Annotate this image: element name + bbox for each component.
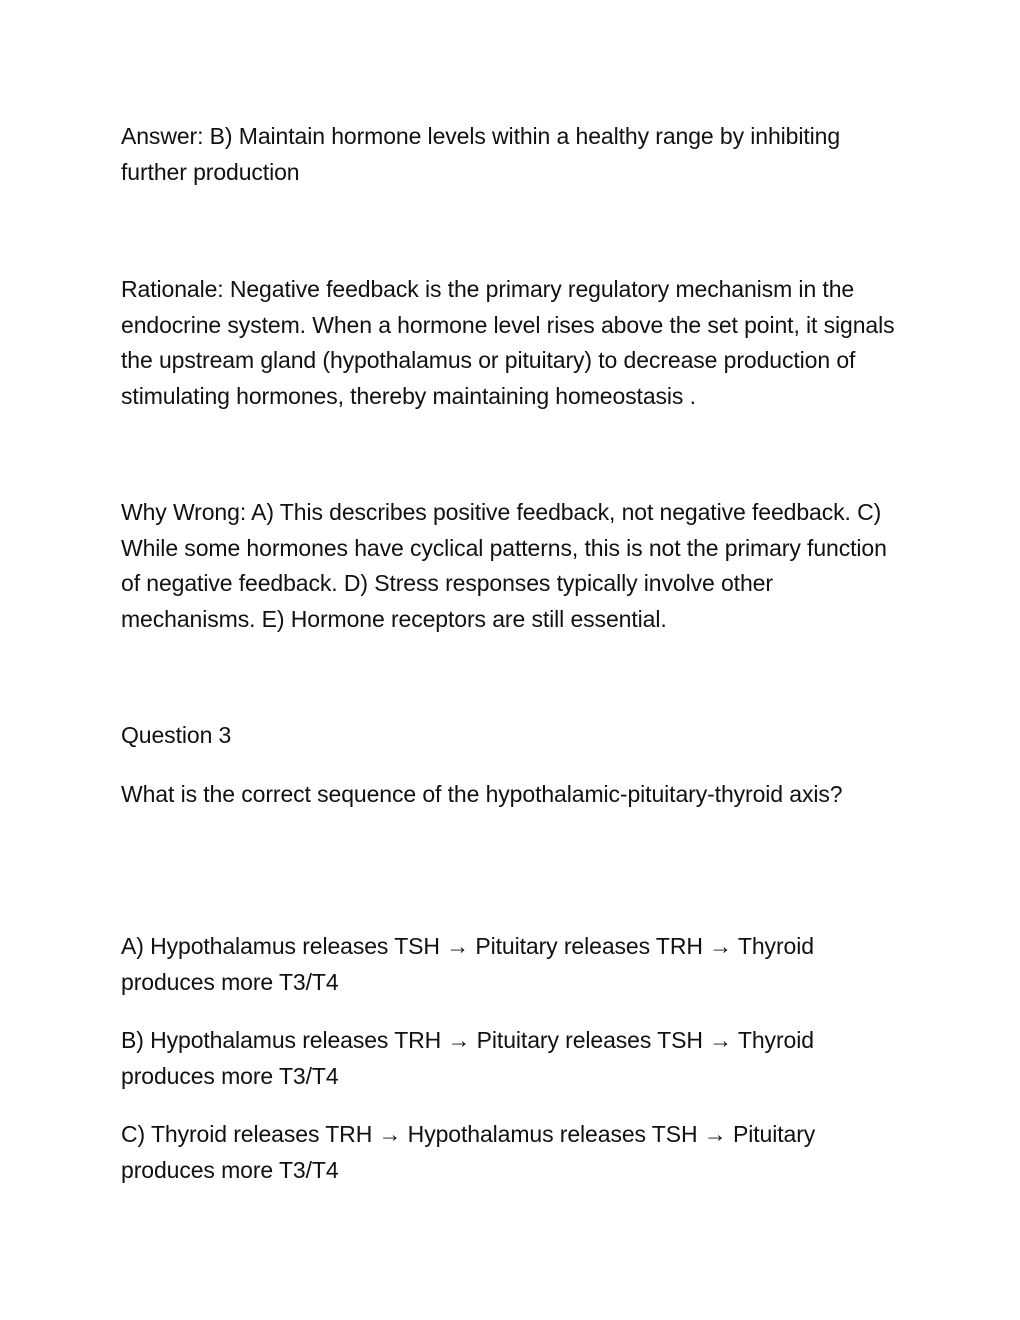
rationale-text: Rationale: Negative feedback is the primary regulatory mechanism in the endocrine system. When a hormone level rises above the set point, it signals the upstream gland (hypothalamus or pituitary) to decrease production of stimulating hormones, thereby maintaining homeostasis .	[121, 276, 895, 409]
question-title: Question 3	[121, 722, 232, 748]
option-b: B) Hypothalamus releases TRH → Pituitary releases TSH → Thyroid produces more T3/T4	[121, 1027, 814, 1089]
question-text: What is the correct sequence of the hypothalamic-pituitary-thyroid axis?	[121, 781, 843, 807]
answer-text: Answer: B) Maintain hormone levels within a healthy range by inhibiting further production	[121, 123, 841, 185]
why-wrong-text: Why Wrong: A) This describes positive feedback, not negative feedback. C) While some hormones have cyclical patterns, this is not the primary function of negative feedback. D) Stress responses typically involve other mechanisms. E) Hormone receptors are still essential.	[121, 499, 887, 632]
option-a: A) Hypothalamus releases TSH → Pituitary releases TRH → Thyroid produces more T3/T4	[121, 933, 814, 995]
option-c: C) Thyroid releases TRH → Hypothalamus releases TSH → Pituitary produces more T3/T4	[121, 1121, 816, 1183]
